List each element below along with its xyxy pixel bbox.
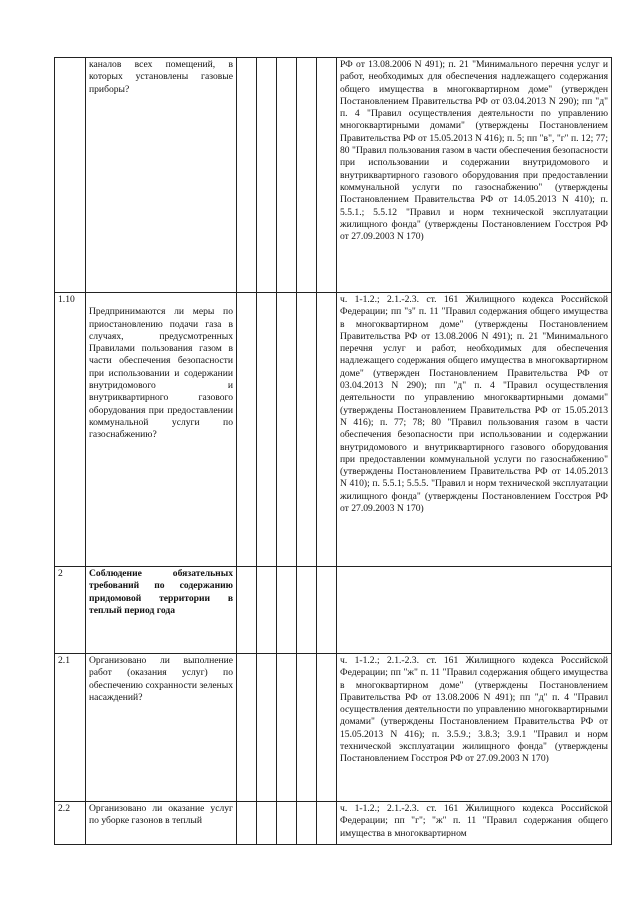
empty-cell [297, 654, 317, 802]
empty-cell [277, 802, 297, 845]
question-cell: Организовано ли выполнение работ (оказания услуг) по обеспечению сохранности зеленых насаждений? [86, 654, 237, 802]
empty-cell [277, 567, 297, 654]
table-row [55, 58, 612, 293]
empty-cell [297, 567, 317, 654]
reference-cell: ч. 1-1.2.; 2.1.-2.3. ст. 161 Жилищного кодекса Российской Федерации; пп "з" п. 11 "Правил содержания общего имущества в многоквартирном доме" (утверждены Постановлением Правительства РФ от 13.08.2006 N 491); п. 21 "Минимального перечня услуг и работ, необходимых для обеспечения надлежащего содержания общего имущества в многоквартирном доме" (утвержден Постановлением Правительства РФ от 03.04.2013 N 290); пп "д" п. 4 "Правил осуществления деятельности по управлению многоквартирными домами" (утверждены Постановлением Правительства РФ от 15.05.2013 N 416); п. 77; 78; 80 "Правил пользования газом в части обеспечения безопасности при использовании и содержании внутридомового и внутриквартирного газового оборудования при предоставлении коммунальной услуги по газоснабжению" (утверждены Постановлением Правительства РФ от 14.05.2013 N 410); п. 5.5.1; 5.5.5. "Правил и норм технической эксплуатации жилищного фонда" (утверждены Постановлением Госстроя РФ от 27.09.2003 N 170) [337, 293, 612, 567]
empty-cell [317, 567, 337, 654]
reference-cell [337, 567, 612, 654]
empty-cell [257, 567, 277, 654]
checklist-table [54, 57, 612, 845]
reference-cell: РФ от 13.08.2006 N 491); п. 21 "Минимального перечня услуг и работ, необходимых для обеспечения надлежащего содержания общего имущества в многоквартирном доме" (утвержден Постановлением Правительства РФ от 03.04.2013 N 290); пп "д" п. 4 "Правил осуществления деятельности по управлению многоквартирными домами" (утверждены Постановлением Правительства РФ от 15.05.2013 N 416); п. 5; пп "в", "г" п. 12; 77; 80 "Правил пользования газом в части обеспечения безопасности при использовании и содержании внутридомового и внутриквартирного газового оборудования при предоставлении коммунальной услуги по газоснабжению" (утверждены Постановлением Правительства РФ от 14.05.2013 N 410); п. 5.5.1.; 5.5.12 "Правил и норм технической эксплуатации жилищного фонда" (утверждены Постановлением Госстроя РФ от 27.09.2003 N 170) [337, 58, 612, 293]
reference-cell: ч. 1-1.2.; 2.1.-2.3. ст. 161 Жилищного кодекса Российской Федерации; пп "ж" п. 11 "Правил содержания общего имущества в многоквартирном доме" (утверждены Постановлением Правительства РФ от 13.08.2006 N 491); пп "д" п. 4 "Правил осуществления деятельности по управлению многоквартирными домами" (утверждены Постановлением Правительства РФ от 15.05.2013 N 416); п. 3.5.9.; 3.8.3; 3.9.1 "Правил и норм технической эксплуатации жилищного фонда" (утверждены Постановлением Госстроя РФ от 27.09.2003 N 170) [337, 654, 612, 802]
table-row [55, 802, 612, 845]
row-number: 2.2 [55, 802, 86, 845]
table-row [55, 567, 612, 654]
empty-cell [317, 293, 337, 567]
question-cell: Предпринимаются ли меры по приостановлению подачи газа в случаях, предусмотренных Правилами пользования газом в части обеспечения безопасности при использовании и содержании внутридомового и внутриквартирного газового оборудования при предоставлении коммунальной услуги по газоснабжению? [86, 293, 237, 567]
question-cell: каналов всех помещений, в которых установлены газовые приборы? [86, 58, 237, 293]
empty-cell [257, 293, 277, 567]
empty-cell [277, 58, 297, 293]
empty-cell [297, 802, 317, 845]
section-title-cell: Соблюдение обязательных требований по содержанию придомовой территории в теплый период года [86, 567, 237, 654]
table-row [55, 654, 612, 802]
row-number: 2 [55, 567, 86, 654]
empty-cell [277, 293, 297, 567]
empty-cell [297, 58, 317, 293]
empty-cell [297, 293, 317, 567]
empty-cell [237, 293, 257, 567]
empty-cell [317, 802, 337, 845]
empty-cell [257, 802, 277, 845]
empty-cell [317, 58, 337, 293]
empty-cell [317, 654, 337, 802]
empty-cell [237, 567, 257, 654]
reference-cell: ч. 1-1.2.; 2.1.-2.3. ст. 161 Жилищного кодекса Российской Федерации; пп "г"; "ж" п. 11 "Правил содержания общего имущества в многоквартирном [337, 802, 612, 845]
question-cell: Организовано ли оказание услуг по уборке газонов в теплый [86, 802, 237, 845]
empty-cell [237, 802, 257, 845]
empty-cell [257, 654, 277, 802]
empty-cell [237, 58, 257, 293]
row-number [55, 58, 86, 293]
table-row [55, 293, 612, 567]
row-number: 2.1 [55, 654, 86, 802]
empty-cell [237, 654, 257, 802]
row-number: 1.10 [55, 293, 86, 567]
empty-cell [257, 58, 277, 293]
empty-cell [277, 654, 297, 802]
